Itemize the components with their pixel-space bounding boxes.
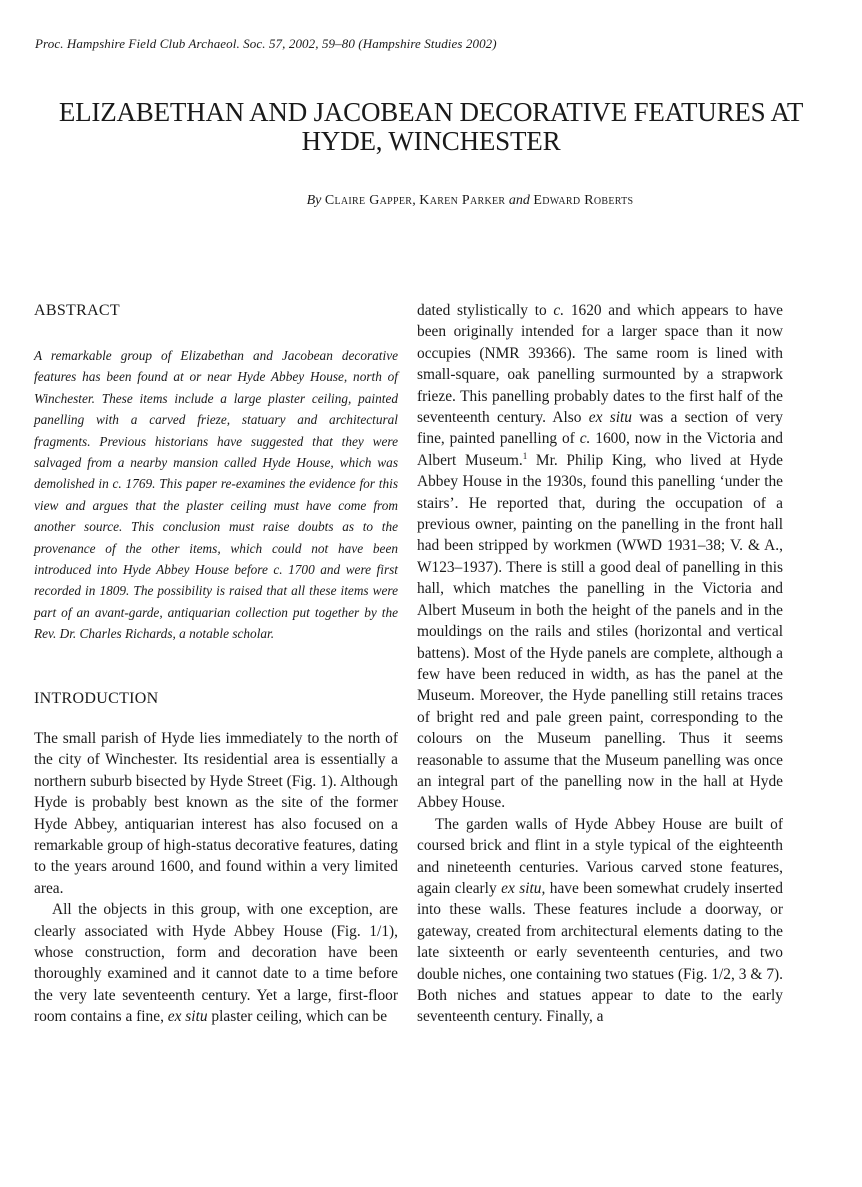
right-p1-text-b: 1620 and which appears to have been originally intended for a larger space than it now occupies (NMR 39366). The same room is lined with small-square, oak panelling surmounted by a strapwork frieze. This panelling probably dates to the first half of the seventeenth century. Also xyxy=(417,302,783,427)
right-p1-text-f: Mr. Philip King, who lived at Hyde Abbey House in the 1930s, found this panelling ‘under the stairs’. He reported that, during the occupation of a previous owner, painting on the panelling in the front hall had been stripped by workmen (WWD 1931–38; V. & A., W123–1937). There is still a good deal of panelling in this hall, which matches the panelling in the Victoria and Albert Museum in both the height of the panels and in the mouldings on the rails and stiles (horizontal and vertical battens). Most of the Hyde panels are complete, although a few have been reduced in width, as has the panel at the Museum. Moreover, the Hyde panelling still retains traces of bright red and pale green paint, corresponding to the colours on the Museum panelling. Thus it seems reasonable to assume that the Museum panelling was once an integral part of the panelling now in the hall at Hyde Abbey House. xyxy=(417,451,783,812)
right-p1-text-e: 1600, now in the Victoria and Albert Museum. xyxy=(417,430,783,469)
abstract-heading: ABSTRACT xyxy=(34,302,120,319)
introduction-heading: INTRODUCTION xyxy=(34,690,159,707)
author-gapper: Claire Gapper xyxy=(324,193,413,208)
author-roberts: Edward Roberts xyxy=(533,193,634,208)
byline-separator: , xyxy=(412,193,416,208)
right-p2-text-a: The garden walls of Hyde Abbey House are built of coursed brick and flint in a style typical of the eighteenth and nineteenth centuries. Various carved stone features, again clearly xyxy=(417,815,783,897)
right-p1-text-a: dated stylistically to xyxy=(417,302,547,319)
right-column xyxy=(417,300,783,1028)
footnote-marker: 1 xyxy=(522,450,528,461)
abstract-text: A remarkable group of Elizabethan and Jacobean decorative features has been found at or near Hyde Abbey House, north of Winchester. These items include a large plaster ceiling, painted panelling with a carved frieze, statuary and architectural fragments. Previous historians have suggested that they were salvaged from a nearby mansion called Hyde House, which was demolished in c. 1769. This paper re-examines the evidence for this view and argues that the plaster ceiling must have come from another source. This conclusion must raise doubts as to the provenance of the other items, which could not have been introduced into Hyde Abbey House before c. 1700 and were first recorded in 1809. The possibility is raised that all these items were part of an avant-garde, antiquarian collection put together by the Rev. Dr. Charles Richards, a notable scholar. xyxy=(34,348,398,642)
right-paragraph-1 xyxy=(417,300,783,814)
article-title xyxy=(20,98,842,156)
intro-paragraph-2 xyxy=(34,899,398,1027)
byline xyxy=(160,193,780,209)
journal-citation: Proc. Hampshire Field Club Archaeol. Soc. 57, 2002, 59–80 (Hampshire Studies 2002) xyxy=(35,36,497,51)
intro-p2-text-a: All the objects in this group, with one exception, are clearly associated with Hyde Abbey House (Fig. 1/1), whose construction, form and decoration have been thoroughly examined and it cannot date to a time before the very late seventeenth century. Yet a large, first-floor room contains a fine, xyxy=(34,901,398,1026)
intro-paragraph-1: The small parish of Hyde lies immediately to the north of the city of Winchester. Its residential area is essentially a northern suburb bisected by Hyde Street (Fig. 1). Although Hyde is probably best known as the site of the former Hyde Abbey, antiquarian interest has also focused on a remarkable group of high-status decorative features, dating to the years around 1600, and found within a very limited area. xyxy=(34,730,398,897)
intro-p2-text-b: plaster ceiling, which can be xyxy=(211,1008,388,1026)
title-line-2: HYDE, WINCHESTER xyxy=(301,126,561,156)
introduction-body xyxy=(34,728,398,1028)
right-p2-emphasis: ex situ, xyxy=(501,879,546,897)
byline-and: and xyxy=(508,193,530,208)
right-p2-text-b: have been somewhat crudely inserted into these walls. These features include a doorway, or gateway, created from architectural elements dating to the late sixteenth or early seventeenth centuries, and two double niches, one containing two statues (Fig. 1/2, 3 & 7). Both niches and statues appear to date to the early seventeenth century. Finally, a xyxy=(417,879,783,1026)
title-line-1: ELIZABETHAN AND JACOBEAN DECORATIVE FEATURES AT xyxy=(58,97,804,127)
right-p1-circa-2: c. xyxy=(579,430,591,448)
right-paragraph-2 xyxy=(417,814,783,1028)
right-p1-text-d: was a section of very fine, painted panelling of xyxy=(417,409,783,448)
right-p1-circa: c. xyxy=(553,302,565,319)
author-parker: Karen Parker xyxy=(419,193,506,208)
byline-by: By xyxy=(306,193,322,208)
right-p1-emphasis: ex situ xyxy=(588,409,632,427)
intro-p2-emphasis: ex situ xyxy=(167,1008,208,1026)
